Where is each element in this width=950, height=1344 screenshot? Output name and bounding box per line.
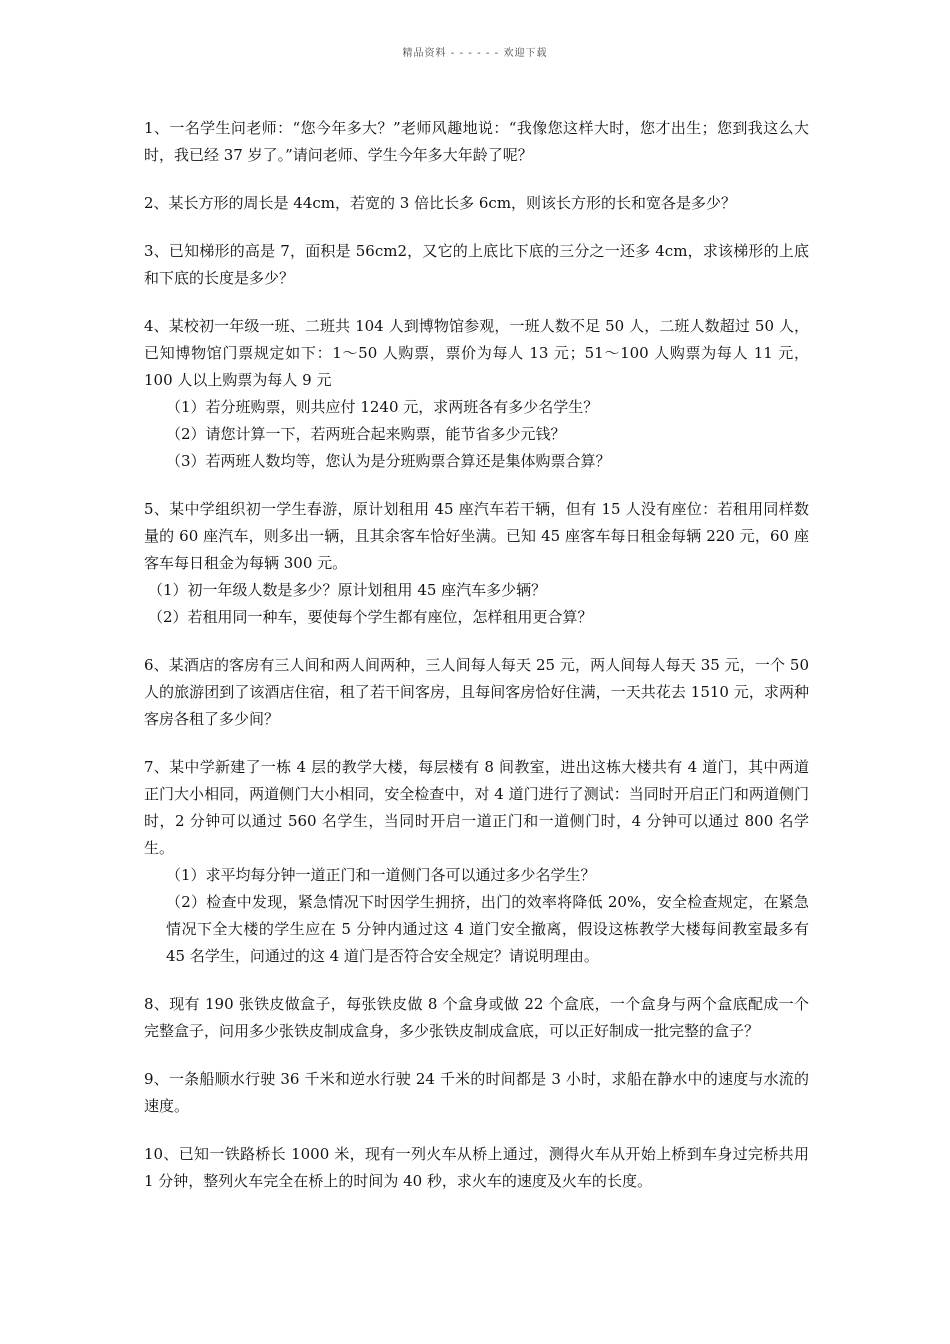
question-text: 1、一名学生问老师：“您今年多大？”老师风趣地说：“我像您这样大时，您才出生；您到我这么大时，我已经 37 岁了。”请问老师、学生今年多大年龄了呢？	[144, 119, 809, 164]
question-10	[144, 1141, 809, 1195]
question-text: 10、已知一铁路桥长 1000 米，现有一列火车从桥上通过，测得火车从开始上桥到车身过完桥共用 1 分钟，整列火车完全在桥上的时间为 40 秒，求火车的速度及火车的长度。	[144, 1145, 809, 1190]
question-text: 5、某中学组织初一学生春游，原计划租用 45 座汽车若干辆，但有 15 人没有座位：若租用同样数量的 60 座汽车，则多出一辆，且其余客车恰好坐满。已知 45 座客车每日租金每辆 220 元，60 座客车每日租金为每辆 300 元。	[144, 500, 809, 572]
question-text: 9、一条船顺水行驶 36 千米和逆水行驶 24 千米的时间都是 3 小时，求船在静水中的速度与水流的速度。	[144, 1070, 809, 1115]
question-text: 4、某校初一年级一班、二班共 104 人到博物馆参观，一班人数不足 50 人，二班人数超过 50 人，已知博物馆门票规定如下：1～50 人购票，票价为每人 13 元；51～100 人购票为每人 11 元，100 人以上购票为每人 9 元	[144, 317, 809, 389]
question-3	[144, 238, 809, 292]
question-text: 2、某长方形的周长是 44cm，若宽的 3 倍比长多 6cm，则该长方形的长和宽各是多少？	[144, 194, 737, 212]
document-body	[144, 115, 809, 1216]
question-1	[144, 115, 809, 169]
question-6	[144, 652, 809, 733]
sub-question: （2）请您计算一下，若两班合起来购票，能节省多少元钱？	[166, 425, 566, 443]
question-8	[144, 991, 809, 1045]
sub-question: （3）若两班人数均等，您认为是分班购票合算还是集体购票合算？	[166, 452, 611, 470]
sub-question: （1）初一年级人数是多少？原计划租用 45 座汽车多少辆？	[148, 581, 547, 599]
question-text: 3、已知梯形的高是 7，面积是 56cm2，又它的上底比下底的三分之一还多 4cm，求该梯形的上底和下底的长度是多少？	[144, 242, 809, 287]
question-text: 6、某酒店的客房有三人间和两人间两种，三人间每人每天 25 元，两人间每人每天 35 元，一个 50 人的旅游团到了该酒店住宿，租了若干间客房，且每间客房恰好住满，一天共花去 1510 元，求两种客房各租了多少间？	[144, 656, 809, 728]
question-text: 7、某中学新建了一栋 4 层的教学大楼，每层楼有 8 间教室，进出这栋大楼共有 4 道门，其中两道正门大小相同，两道侧门大小相同，安全检查中，对 4 道门进行了测试：当同时开启正门和两道侧门时，2 分钟可以通过 560 名学生，当同时开启一道正门和一道侧门时，4 分钟可以通过 800 名学生。	[144, 758, 809, 857]
question-text: 8、现有 190 张铁皮做盒子，每张铁皮做 8 个盒身或做 22 个盒底，一个盒身与两个盒底配成一个完整盒子，问用多少张铁皮制成盒身，多少张铁皮制成盒底，可以正好制成一批完整的盒子？	[144, 995, 809, 1040]
sub-question: （1）求平均每分钟一道正门和一道侧门各可以通过多少名学生？	[166, 866, 596, 884]
sub-question: （2）若租用同一种车，要使每个学生都有座位，怎样租用更合算？	[148, 608, 593, 626]
question-7	[144, 754, 809, 970]
question-5	[144, 496, 809, 631]
sub-question: （1）若分班购票，则共应付 1240 元，求两班各有多少名学生？	[166, 398, 599, 416]
question-9	[144, 1066, 809, 1120]
question-4	[144, 313, 809, 475]
question-2	[144, 190, 809, 217]
page-header: 精品资料 - - - - - - 欢迎下载	[402, 48, 548, 59]
sub-question: （2）检查中发现，紧急情况下时因学生拥挤，出门的效率将降低 20%，安全检查规定，在紧急情况下全大楼的学生应在 5 分钟内通过这 4 道门安全撤离，假设这栋教学大楼每间教室最多有 45 名学生，问通过的这 4 道门是否符合安全规定？请说明理由。	[166, 893, 809, 965]
